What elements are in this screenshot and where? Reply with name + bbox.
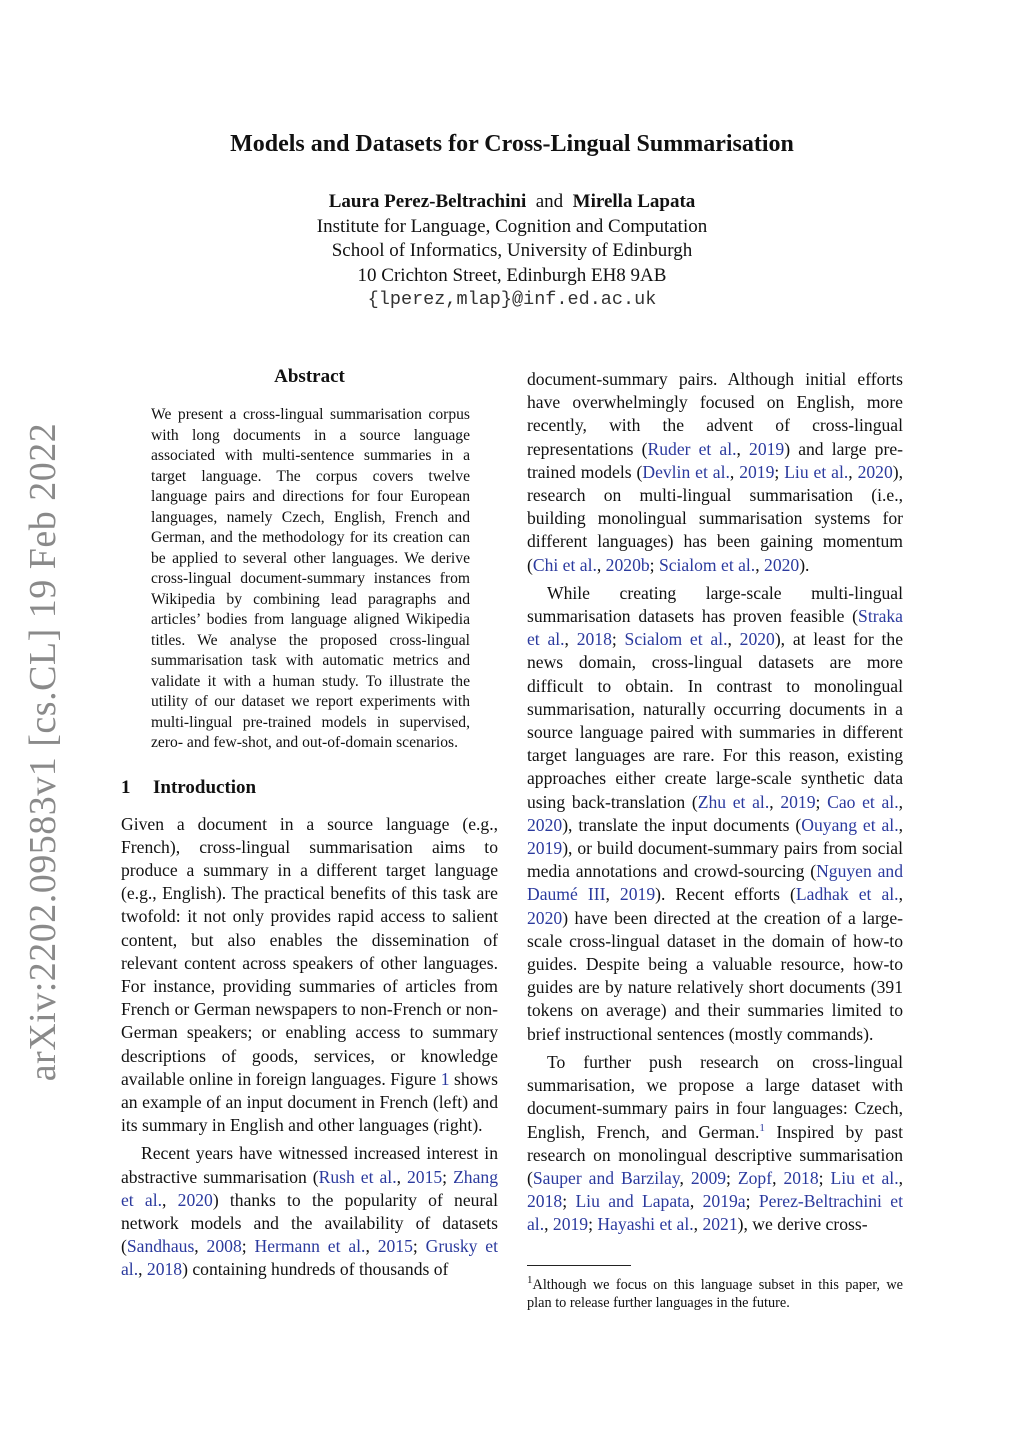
text-run: shows an example of an input document in French (left) and its summary in English and other languages (right). (121, 1068, 498, 1136)
text-run: ; (611, 629, 625, 650)
text-run: , (727, 629, 740, 650)
text-run: , (755, 554, 765, 575)
citation-link[interactable]: Chi et al. (532, 554, 597, 575)
citation-link[interactable]: Ouyang et al. (801, 814, 899, 835)
figure-ref-link[interactable]: 1 (440, 1068, 450, 1089)
citation-link[interactable]: 2019 (552, 1214, 589, 1235)
text-run: , (772, 1167, 784, 1188)
text-run: , (693, 1214, 703, 1235)
text-run: ; (726, 1167, 738, 1188)
citation-link[interactable]: 2020b (605, 554, 650, 575)
text-run: ; (412, 1236, 426, 1257)
citation-link[interactable]: Sandhaus (126, 1236, 195, 1257)
citation-link[interactable]: 2008 (206, 1236, 242, 1257)
right-column (527, 368, 903, 1313)
citation-link[interactable]: 2020 (177, 1189, 213, 1210)
citation-link[interactable]: 2018 (527, 1191, 563, 1212)
footnote-divider (527, 1265, 631, 1266)
citation-link[interactable]: 2018 (783, 1167, 819, 1188)
citation-link[interactable]: Scialom et al. (624, 629, 728, 650)
text-run: ; (774, 461, 785, 482)
text-run: ) have been directed at the creation of a large-scale cross-lingual dataset in the domain of how-to guides. Despite being a valuable resource, how-to guides are by nature relatively short documents (391 tokens on average) and their summaries limited to brief instructional sentences (mostly commands). (527, 907, 903, 1044)
citation-link[interactable]: Rush et al. (318, 1166, 397, 1187)
left-column (121, 366, 498, 1282)
citation-link[interactable]: Liu and Lapata (575, 1191, 690, 1212)
section-heading-introduction (121, 777, 498, 799)
right-paragraph-3 (527, 1051, 903, 1237)
author-and: and (535, 191, 564, 212)
paper-title: Models and Datasets for Cross-Lingual Summarisation (230, 131, 794, 157)
text-run: ). Recent efforts ( (655, 884, 796, 905)
section-number: 1 (121, 776, 131, 798)
text-run: , (769, 791, 781, 812)
citation-link[interactable]: 2019a (702, 1191, 746, 1212)
text-run: ), at least for the news domain, cross-lingual datasets are more difficult to obtain. In contrast to monolingual summarisation, naturally occurring documents in a source language paired with summaries in different target languages are rare. For this reason, existing approaches either create large-scale synthetic data using back-translation ( (527, 629, 904, 812)
text-run: , (898, 884, 903, 905)
citation-link[interactable]: 2018 (146, 1259, 183, 1280)
arxiv-stamp: arXiv:2202.09583v1 [cs.CL] 19 Feb 2022 (22, 422, 64, 1082)
citation-link[interactable]: Scialom et al. (658, 554, 756, 575)
text-run: ) containing hundreds of thousands of (182, 1259, 449, 1280)
text-run: ; (562, 1191, 576, 1212)
text-run: ) thanks to the popularity of neural network models and the availability of datasets ( (121, 1189, 499, 1257)
text-run: ; (588, 1214, 598, 1235)
text-run: , (544, 1214, 553, 1235)
citation-link[interactable]: 2015 (377, 1236, 413, 1257)
citation-link[interactable]: Grusky et al. (121, 1236, 498, 1280)
affiliation-2: School of Informatics, University of Edinburgh (331, 240, 693, 261)
text-run: , (848, 461, 858, 482)
citation-link[interactable]: 2020 (857, 461, 893, 482)
citation-link[interactable]: Sauper and Barzilay (532, 1167, 680, 1188)
author-email[interactable]: {lperez,mlap}@inf.ed.ac.uk (367, 289, 657, 310)
citation-link[interactable]: 2015 (406, 1166, 443, 1187)
text-run: Inspired by past research on monolingual descriptive summarisation ( (527, 1121, 903, 1188)
citation-link[interactable]: Devlin et al. (642, 461, 730, 482)
abstract-heading: Abstract (274, 366, 345, 387)
citation-link[interactable]: Perez-Beltrachini et al. (527, 1191, 903, 1235)
citation-link[interactable]: Hayashi et al. (597, 1214, 694, 1235)
text-run: ). (799, 554, 810, 575)
text-run: ), translate the input documents ( (562, 814, 802, 835)
citation-link[interactable]: 2020 (764, 554, 800, 575)
affiliation-1: Institute for Language, Cognition and Computation (316, 215, 708, 237)
citation-link[interactable]: 2019 (780, 791, 816, 812)
text-run: ), we derive cross- (737, 1214, 868, 1235)
citation-link[interactable]: 2009 (690, 1167, 727, 1188)
text-run: ; (649, 554, 659, 575)
citation-link[interactable]: 2020 (527, 814, 563, 835)
footnote-text: Although we focus on this language subset in this paper, we plan to release further languages in the future. (527, 1276, 903, 1312)
text-run: , (729, 461, 740, 482)
text-run: ; (815, 791, 828, 812)
text-run: , (194, 1236, 207, 1257)
citation-link[interactable]: Nguyen and Daumé III (527, 861, 903, 905)
intro-paragraph-1 (121, 813, 498, 1138)
citation-link[interactable]: Zhu et al. (697, 791, 770, 812)
citation-link[interactable]: Cao et al. (827, 791, 899, 812)
text-run: ; (442, 1166, 454, 1187)
citation-link[interactable]: 2019 (749, 438, 785, 459)
citation-link[interactable]: Ruder et al. (647, 438, 737, 459)
text-run: ), or build document-summary pairs from social media annotations and crowd-sourcing ( (527, 838, 903, 882)
citation-link[interactable]: Straka et al. (527, 606, 903, 650)
author-1: Laura Perez-Beltrachini (328, 191, 527, 212)
text-run: , (396, 1166, 407, 1187)
author-2: Mirella Lapata (572, 191, 696, 212)
text-run: , (679, 1167, 691, 1188)
text-run: , (898, 814, 903, 835)
citation-link[interactable]: Ladhak et al. (795, 884, 899, 905)
citation-link[interactable]: Hermann et al. (254, 1236, 366, 1257)
text-run: , (564, 629, 577, 650)
citation-link[interactable]: Liu et al. (830, 1167, 899, 1188)
footnote (527, 1273, 903, 1313)
citation-link[interactable]: 2019 (527, 838, 563, 859)
citation-link[interactable]: Liu et al. (784, 461, 849, 482)
text-run: , (162, 1189, 178, 1210)
citation-link[interactable]: 2019 (619, 884, 656, 905)
text-run: ; (818, 1167, 831, 1188)
text-run: , (365, 1236, 378, 1257)
right-paragraph-2 (527, 582, 903, 1046)
author-block (0, 190, 1024, 313)
citation-link[interactable]: Zhang et al. (121, 1166, 499, 1210)
citation-link[interactable]: 2020 (739, 629, 775, 650)
text-run: , (605, 884, 620, 905)
text-run: ; (745, 1191, 759, 1212)
text-run: ; (241, 1236, 255, 1257)
right-paragraph-1 (527, 368, 903, 577)
citation-link[interactable]: Zopf (737, 1167, 773, 1188)
section-title: Introduction (153, 776, 257, 798)
citation-link[interactable]: 2020 (527, 907, 563, 928)
citation-link[interactable]: 2018 (576, 629, 612, 650)
citation-link[interactable]: 2021 (702, 1214, 738, 1235)
text-run: To further push research on cross-lingual summarisation, we propose a large dataset with document-summary pairs in four languages: Czech, English, French, and German. (527, 1051, 903, 1142)
address: 10 Crichton Street, Edinburgh EH8 9AB (357, 264, 667, 286)
text-run: ) and large pre-trained models ( (527, 438, 903, 482)
text-run: Recent years have witnessed increased interest in abstractive summarisation ( (121, 1143, 498, 1187)
text-run: , (138, 1259, 147, 1280)
text-run: document-summary pairs. Although initial efforts have overwhelmingly focused on English, more recently, with the advent of cross-lingual representations ( (527, 369, 903, 459)
author-names (0, 190, 1024, 215)
text-run: , (736, 438, 750, 459)
text-run: , (689, 1191, 703, 1212)
intro-paragraph-2 (121, 1142, 498, 1281)
citation-link[interactable]: 2019 (739, 461, 775, 482)
text-run: ), research on multi-lingual summarisation (i.e., building monolingual summarisation systems for different languages) has been gaining momentum ( (527, 461, 904, 575)
footnote-marker[interactable]: 1 (759, 1121, 765, 1134)
text-run: , (898, 1167, 904, 1188)
footnote-number: 1 (527, 1273, 533, 1286)
text-run: , (596, 554, 606, 575)
text-run: While creating large-scale multi-lingual summarisation datasets has proven feasible ( (527, 582, 903, 627)
text-run: Given a document in a source language (e.g., French), cross-lingual summarisation aims to produce a summary in a different target language (e.g., English). The practical benefits of this task are twofold: it not only provides rapid access to salient content, but also enables the dissemination of relevant content across speakers of other languages. For instance, providing summaries of articles from French or German newspapers to non-French or non-German speakers; or enabling access to summary descriptions of goods, services, or knowledge available online in foreign languages. Figure (121, 813, 498, 1089)
text-run: , (898, 791, 903, 812)
abstract-text: We present a cross-lingual summarisation corpus with long documents in a source language associated with multi-sentence summaries in a target language. The corpus covers twelve language pairs and directions for four European languages, namely Czech, English, French and German, and the methodology for its creation can be applied to several other languages. We derive cross-lingual document-summary instances from Wikipedia by combining lead paragraphs and articles’ bodies from language aligned Wikipedia titles. We analyse the proposed cross-lingual summarisation task with automatic metrics and validate it with a human study. To illustrate the utility of our dataset we report experiments with multi-lingual pre-trained models in supervised, zero- and few-shot, and out-of-domain scenarios. (151, 406, 470, 751)
